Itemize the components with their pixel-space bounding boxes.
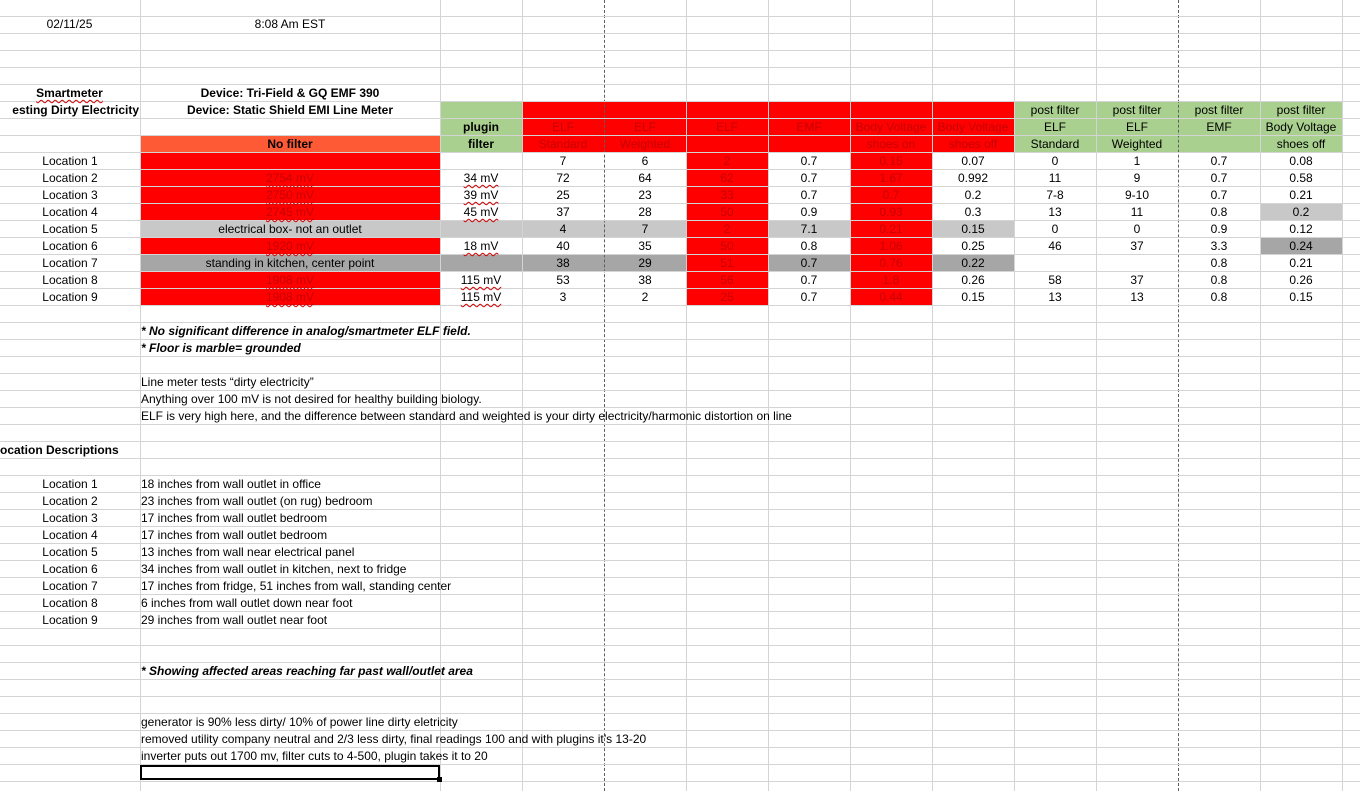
row-gridline <box>0 781 1360 782</box>
bv-shoes-on-value[interactable]: 0.76 <box>879 256 903 270</box>
location-label[interactable]: Location 9 <box>42 290 98 304</box>
pf-elf-weighted-value[interactable]: 9 <box>1133 171 1141 185</box>
pf-elf-standard-value[interactable]: 46 <box>1048 239 1062 253</box>
pf-elf-standard-value[interactable]: 11 <box>1048 171 1062 185</box>
bv-on-header-1[interactable]: Body Voltage <box>855 120 927 134</box>
plugin-filter-value[interactable] <box>440 255 522 272</box>
bv-off-header-1[interactable]: Body Voltage <box>937 120 1009 134</box>
emf-value[interactable]: 0.7 <box>800 290 818 304</box>
emf-value[interactable]: 0.8 <box>800 239 818 253</box>
note-line-2[interactable]: Anything over 100 mV is not desired for healthy building biology. <box>141 392 482 406</box>
elf-weighted-header-1[interactable]: ELF <box>633 120 656 134</box>
elf-value[interactable]: 2 <box>723 222 731 236</box>
no-filter-header[interactable]: No filter <box>267 137 313 151</box>
description-location-label[interactable]: Location 3 <box>42 511 98 525</box>
elf-standard-value[interactable]: 40 <box>556 239 570 253</box>
pf-elf-std-header-2[interactable]: ELF <box>1043 120 1066 134</box>
footer-note-2[interactable]: removed utility company neutral and 2/3 less dirty, final readings 100 and with plugins it’s 13-20 <box>141 732 647 746</box>
bv-shoes-on-value[interactable]: 1.67 <box>879 171 903 185</box>
bv-shoes-on-value[interactable]: 0.44 <box>879 290 903 304</box>
device1-title[interactable]: Device: Tri-Field & GQ EMF 390 <box>200 86 380 100</box>
elf-standard-value[interactable]: 72 <box>556 171 570 185</box>
bv-shoes-on-value[interactable]: 0.93 <box>879 205 903 219</box>
plugin-filter-value[interactable] <box>440 153 522 170</box>
pf-bv-value[interactable]: 0.21 <box>1289 188 1313 202</box>
description-location-label[interactable]: Location 2 <box>42 494 98 508</box>
plugin-filter-value[interactable]: 34 mV <box>463 171 499 185</box>
location-label[interactable]: Location 6 <box>42 239 98 253</box>
pf-elf-std-header-3[interactable]: Standard <box>1030 137 1080 151</box>
description-text[interactable]: 13 inches from wall near electrical panel <box>141 545 355 559</box>
location-label[interactable]: Location 5 <box>42 222 98 236</box>
elf-standard-value[interactable]: 53 <box>556 273 570 287</box>
pf-elf-wt-header-3[interactable]: Weighted <box>1111 137 1163 151</box>
elf-standard-value[interactable]: 25 <box>556 188 570 202</box>
elf-weighted-value[interactable]: 2 <box>641 290 649 304</box>
row-gridline <box>0 645 1360 646</box>
elf-weighted-value[interactable]: 6 <box>641 154 649 168</box>
bv-shoes-off-value[interactable]: 0.25 <box>961 239 985 253</box>
elf-weighted-value[interactable]: 23 <box>638 188 652 202</box>
elf-weighted-value[interactable]: 64 <box>638 171 652 185</box>
pf-elf-standard-value[interactable]: 58 <box>1048 273 1062 287</box>
pf-elf-standard-value[interactable]: 7-8 <box>1046 188 1064 202</box>
pf-bv-value[interactable]: 0.21 <box>1289 256 1313 270</box>
footer-note-3[interactable]: inverter puts out 1700 mv, filter cuts to 4-500, plugin takes it to 20 <box>141 749 488 763</box>
plugin-filter-value[interactable]: 18 mV <box>463 239 499 253</box>
pf-bv-value[interactable]: 0.2 <box>1292 205 1310 219</box>
pf-emf-value[interactable]: 0.9 <box>1210 222 1228 236</box>
pf-bv-value[interactable]: 0.15 <box>1289 290 1313 304</box>
description-location-label[interactable]: Location 5 <box>42 545 98 559</box>
smartmeter-title[interactable]: Smartmeter <box>36 86 103 100</box>
elf-standard-value[interactable]: 7 <box>559 154 567 168</box>
emf-header[interactable]: EMF <box>796 120 822 134</box>
elf-weighted-value[interactable]: 35 <box>638 239 652 253</box>
note-bold-1[interactable]: * No significant difference in analog/smartmeter ELF field. <box>141 324 471 338</box>
no-filter-value[interactable]: 2750 mV <box>265 188 315 202</box>
plugin-filter-value[interactable] <box>440 221 522 238</box>
description-location-label[interactable]: Location 8 <box>42 596 98 610</box>
elf-value[interactable]: 33 <box>720 188 734 202</box>
plugin-filter-value[interactable]: 39 mV <box>463 188 499 202</box>
pf-elf-standard-value[interactable]: 0 <box>1051 222 1059 236</box>
description-location-label[interactable]: Location 7 <box>42 579 98 593</box>
pf-bv-value[interactable]: 0.24 <box>1289 239 1313 253</box>
bv-shoes-off-value[interactable]: 0.15 <box>961 290 985 304</box>
emf-value[interactable]: 0.7 <box>800 273 818 287</box>
pf-bv-value[interactable]: 0.58 <box>1289 171 1313 185</box>
pf-elf-standard-value[interactable] <box>1014 255 1096 272</box>
no-filter-value[interactable]: standing in kitchen, center point <box>205 256 375 270</box>
location-label[interactable]: Location 3 <box>42 188 98 202</box>
selected-cell[interactable] <box>140 765 440 780</box>
no-filter-value[interactable]: 2745 mV <box>265 205 315 219</box>
description-text[interactable]: 17 inches from wall outlet bedroom <box>141 511 328 525</box>
elf-standard-value[interactable]: 37 <box>556 205 570 219</box>
no-filter-value[interactable]: 1908 mV <box>265 290 315 304</box>
note-line-1[interactable]: Line meter tests “dirty electricity” <box>141 375 314 389</box>
device2-title[interactable]: Device: Static Shield EMI Line Meter <box>186 103 394 117</box>
pf-emf-header-1[interactable]: post filter <box>1194 103 1244 117</box>
description-text[interactable]: 34 inches from wall outlet in kitchen, next to fridge <box>141 562 407 576</box>
pf-emf-value[interactable]: 0.7 <box>1210 188 1228 202</box>
emf-value[interactable]: 0.7 <box>800 256 818 270</box>
no-filter-value[interactable] <box>140 153 440 170</box>
bv-shoes-on-value[interactable]: 0.7 <box>882 188 900 202</box>
pf-bv-header-2[interactable]: Body Voltage <box>1265 120 1337 134</box>
plugin-filter-value[interactable]: 115 mV <box>460 290 502 304</box>
pf-bv-value[interactable]: 0.26 <box>1289 273 1313 287</box>
description-location-label[interactable]: Location 1 <box>42 477 98 491</box>
emf-value[interactable]: 0.7 <box>800 188 818 202</box>
elf-value[interactable]: 50 <box>720 205 734 219</box>
description-location-label[interactable]: Location 4 <box>42 528 98 542</box>
row-gridline <box>0 441 1360 442</box>
bv-shoes-off-value[interactable]: 0.2 <box>964 188 982 202</box>
bv-on-header-2[interactable]: shoes on <box>866 137 916 151</box>
footer-note-1[interactable]: generator is 90% less dirty/ 10% of power line dirty eletricity <box>141 715 458 729</box>
description-text[interactable]: 29 inches from wall outlet near foot <box>141 613 328 627</box>
elf-value[interactable]: 56 <box>720 273 734 287</box>
description-text[interactable]: 17 inches from wall outlet bedroom <box>141 528 328 542</box>
pf-elf-weighted-value[interactable]: 9-10 <box>1124 188 1150 202</box>
bv-shoes-off-value[interactable]: 0.992 <box>957 171 989 185</box>
bv-shoes-on-value[interactable]: 0.21 <box>879 222 903 236</box>
pf-emf-value[interactable]: 0.7 <box>1210 171 1228 185</box>
elf-value[interactable]: 50 <box>720 239 734 253</box>
elf-standard-value[interactable]: 4 <box>559 222 567 236</box>
elf-value[interactable]: 51 <box>720 256 734 270</box>
elf-standard-value[interactable]: 3 <box>559 290 567 304</box>
location-label[interactable]: Location 8 <box>42 273 98 287</box>
affected-areas-note[interactable]: * Showing affected areas reaching far past wall/outlet area <box>141 664 473 678</box>
row-gridline <box>0 50 1360 51</box>
elf-header[interactable]: ELF <box>715 120 738 134</box>
elf-standard-value[interactable]: 38 <box>556 256 570 270</box>
elf-value[interactable]: 25 <box>720 290 734 304</box>
pf-elf-weighted-value[interactable]: 37 <box>1130 239 1144 253</box>
bv-shoes-off-value[interactable]: 0.22 <box>961 256 985 270</box>
no-filter-value[interactable]: electrical box- not an outlet <box>218 222 362 236</box>
description-text[interactable]: 18 inches from wall outlet in office <box>141 477 321 491</box>
plugin-filter-value[interactable]: 115 mV <box>460 273 502 287</box>
bv-shoes-on-value[interactable]: 1.8 <box>882 273 900 287</box>
elf-weighted-value[interactable]: 38 <box>638 273 652 287</box>
pf-elf-standard-value[interactable]: 13 <box>1048 205 1062 219</box>
plugin-filter-value[interactable]: 45 mV <box>463 205 499 219</box>
pf-elf-wt-header-2[interactable]: ELF <box>1125 120 1148 134</box>
description-location-label[interactable]: Location 9 <box>42 613 98 627</box>
elf-weighted-header-2[interactable]: Weighted <box>619 137 671 151</box>
elf-standard-header-1[interactable]: ELF <box>551 120 574 134</box>
testing-dirty-title[interactable]: esting Dirty Electricity <box>12 103 139 117</box>
plugin-filter-header-2[interactable]: filter <box>467 137 494 151</box>
description-text[interactable]: 23 inches from wall outlet (on rug) bedroom <box>141 494 373 508</box>
emf-value[interactable]: 0.7 <box>800 171 818 185</box>
pf-emf-value[interactable]: 0.8 <box>1210 273 1228 287</box>
emf-value[interactable]: 0.7 <box>800 154 818 168</box>
note-line-3[interactable]: ELF is very high here, and the difference between standard and weighted is your dirty electricity/harmonic distortion on line <box>141 409 792 423</box>
elf-weighted-value[interactable]: 28 <box>638 205 652 219</box>
time-cell[interactable]: 8:08 Am EST <box>254 17 326 31</box>
elf-value[interactable]: 2 <box>723 154 731 168</box>
pf-bv-header-1[interactable]: post filter <box>1276 103 1326 117</box>
pf-emf-value[interactable]: 0.8 <box>1210 205 1228 219</box>
row-gridline <box>0 67 1360 68</box>
location-label[interactable]: Location 2 <box>42 171 98 185</box>
elf-standard-header-2[interactable]: Standard <box>538 137 588 151</box>
elf-weighted-value[interactable]: 7 <box>641 222 649 236</box>
emf-value[interactable]: 0.9 <box>800 205 818 219</box>
pf-elf-std-header-1[interactable]: post filter <box>1030 103 1080 117</box>
location-label[interactable]: Location 7 <box>42 256 98 270</box>
no-filter-value[interactable]: 1920 mV <box>265 239 315 253</box>
pf-elf-weighted-value[interactable]: 11 <box>1130 205 1144 219</box>
pf-elf-weighted-value[interactable] <box>1096 255 1178 272</box>
description-text[interactable]: 6 inches from wall outlet down near foot <box>141 596 353 610</box>
bv-off-header-2[interactable]: shoes off <box>948 137 998 151</box>
plugin-filter-header-1[interactable]: plugin <box>463 120 499 134</box>
location-label[interactable]: Location 1 <box>42 154 98 168</box>
date-cell[interactable]: 02/11/25 <box>46 17 93 31</box>
bv-shoes-off-value[interactable]: 0.3 <box>964 205 982 219</box>
pf-elf-wt-header-1[interactable]: post filter <box>1112 103 1162 117</box>
location-label[interactable]: Location 4 <box>42 205 98 219</box>
pf-emf-value[interactable]: 0.7 <box>1210 154 1228 168</box>
row-gridline <box>0 458 1360 459</box>
bv-shoes-on-value[interactable]: 0.15 <box>879 154 903 168</box>
description-location-label[interactable]: Location 6 <box>42 562 98 576</box>
pf-elf-weighted-value[interactable]: 0 <box>1133 222 1141 236</box>
pf-emf-value[interactable]: 0.8 <box>1210 256 1228 270</box>
pf-elf-standard-value[interactable]: 13 <box>1048 290 1062 304</box>
emf-value[interactable]: 7.1 <box>800 222 818 236</box>
elf-weighted-value[interactable]: 29 <box>638 256 652 270</box>
note-bold-2[interactable]: * Floor is marble= grounded <box>141 341 301 355</box>
location-descriptions-title[interactable]: ocation Descriptions <box>0 443 119 457</box>
bv-shoes-off-value[interactable]: 0.15 <box>961 222 985 236</box>
pf-bv-value[interactable]: 0.12 <box>1289 222 1313 236</box>
fill-handle[interactable] <box>437 777 442 782</box>
bv-shoes-off-value[interactable]: 0.07 <box>961 154 985 168</box>
pf-emf-header-2[interactable]: EMF <box>1206 120 1232 134</box>
pf-elf-weighted-value[interactable]: 1 <box>1133 154 1141 168</box>
pf-emf-value[interactable]: 3.3 <box>1210 239 1228 253</box>
description-text[interactable]: 17 inches from fridge, 51 inches from wall, standing center <box>141 579 452 593</box>
bv-shoes-on-value[interactable]: 1.06 <box>879 239 903 253</box>
row-gridline <box>0 33 1360 34</box>
pf-bv-value[interactable]: 0.08 <box>1289 154 1313 168</box>
pf-elf-weighted-value[interactable]: 13 <box>1130 290 1144 304</box>
pf-elf-standard-value[interactable]: 0 <box>1051 154 1059 168</box>
row-gridline <box>0 696 1360 697</box>
no-filter-value[interactable]: 1908 mV <box>265 273 315 287</box>
pf-bv-header-3[interactable]: shoes off <box>1276 137 1326 151</box>
bv-shoes-off-value[interactable]: 0.26 <box>961 273 985 287</box>
elf-value[interactable]: 62 <box>720 171 734 185</box>
pf-emf-value[interactable]: 0.8 <box>1210 290 1228 304</box>
no-filter-value[interactable]: 2754 mV <box>265 171 315 185</box>
pf-elf-weighted-value[interactable]: 37 <box>1130 273 1144 287</box>
